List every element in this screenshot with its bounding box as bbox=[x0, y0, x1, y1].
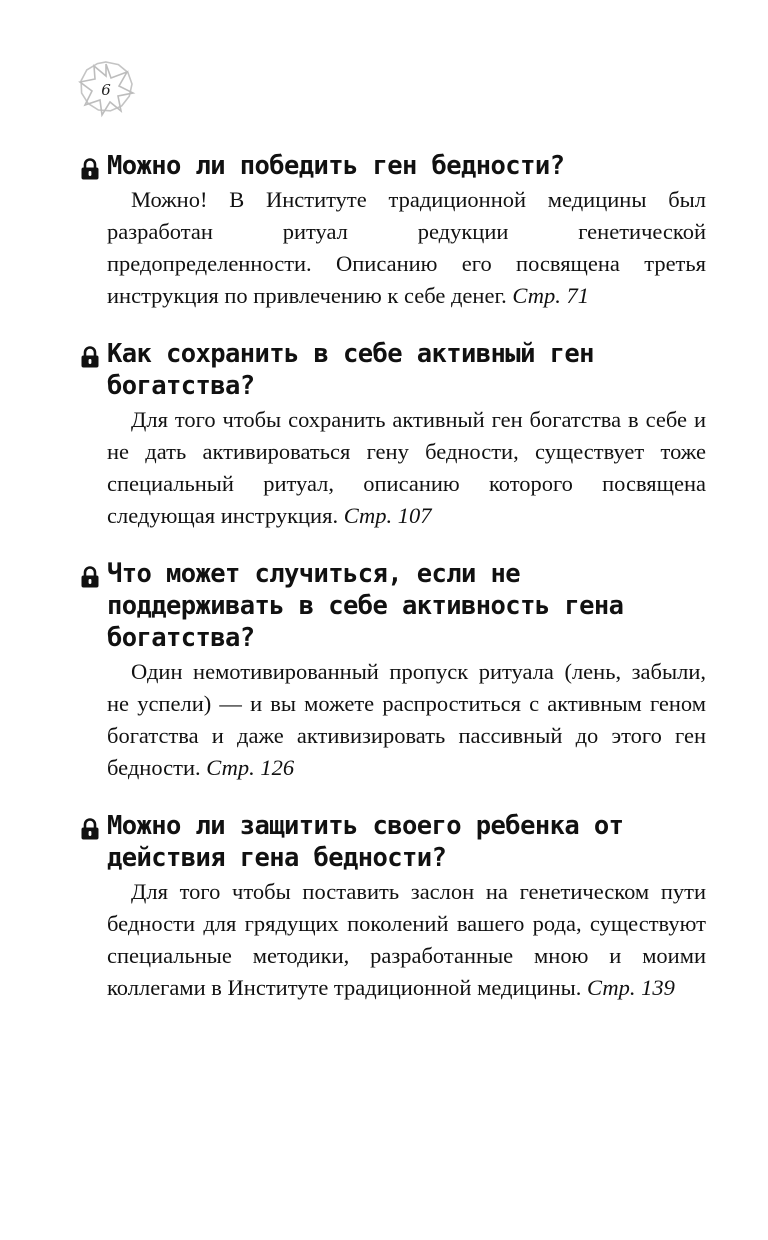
question-heading bbox=[80, 150, 706, 182]
qa-list bbox=[80, 150, 706, 1030]
page-reference: Стр. 71 bbox=[512, 283, 589, 308]
page-number: 6 bbox=[101, 81, 111, 99]
question-heading bbox=[80, 810, 706, 874]
page-reference: Стр. 139 bbox=[587, 975, 675, 1000]
page-reference: Стр. 107 bbox=[343, 503, 432, 528]
lock-icon bbox=[80, 346, 100, 368]
question-text: Что может случиться, если не поддерживать в себе активность гена богатства? bbox=[107, 559, 624, 653]
page-number-badge bbox=[76, 60, 136, 120]
qa-item bbox=[80, 338, 706, 532]
page-reference: Стр. 126 bbox=[206, 755, 295, 780]
qa-item bbox=[80, 150, 706, 312]
question-text: Как сохранить в себе активный ген богатства? bbox=[107, 339, 594, 401]
answer-text: Один немотивированный пропуск ритуала (лень, забыли, не успели) — и вы можете распроститься с активным геном богатства и даже активизировать пассивный до этого ген бедности. Стр. 126 bbox=[107, 659, 706, 780]
qa-item bbox=[80, 810, 706, 1004]
question-heading bbox=[80, 558, 706, 654]
answer-text: Для того чтобы сохранить активный ген богатства в себе и не дать активироваться гену бедности, существует тоже специальный ритуал, описанию которого посвящена следующая инструкция. Стр. 107 bbox=[107, 407, 706, 528]
question-text: Можно ли защитить своего ребенка от действия гена бедности? bbox=[107, 811, 624, 873]
qa-item bbox=[80, 558, 706, 784]
lock-icon bbox=[80, 566, 100, 588]
lock-icon bbox=[80, 158, 100, 180]
question-heading bbox=[80, 338, 706, 402]
answer-text: Для того чтобы поставить заслон на генетическом пути бедности для грядущих поколений вашего рода, существуют специальные методики, разработанные мною и моими коллегами в Институте традиционной медицины. Стр. 139 bbox=[107, 879, 706, 1000]
lock-icon bbox=[80, 818, 100, 840]
answer-text: Можно! В Институте традиционной медицины был разработан ритуал редукции генетической предопределенности. Описанию его посвящена третья инструкция по привлечению к себе денег. Стр. 71 bbox=[107, 187, 706, 308]
question-text: Можно ли победить ген бедности? bbox=[107, 151, 565, 181]
